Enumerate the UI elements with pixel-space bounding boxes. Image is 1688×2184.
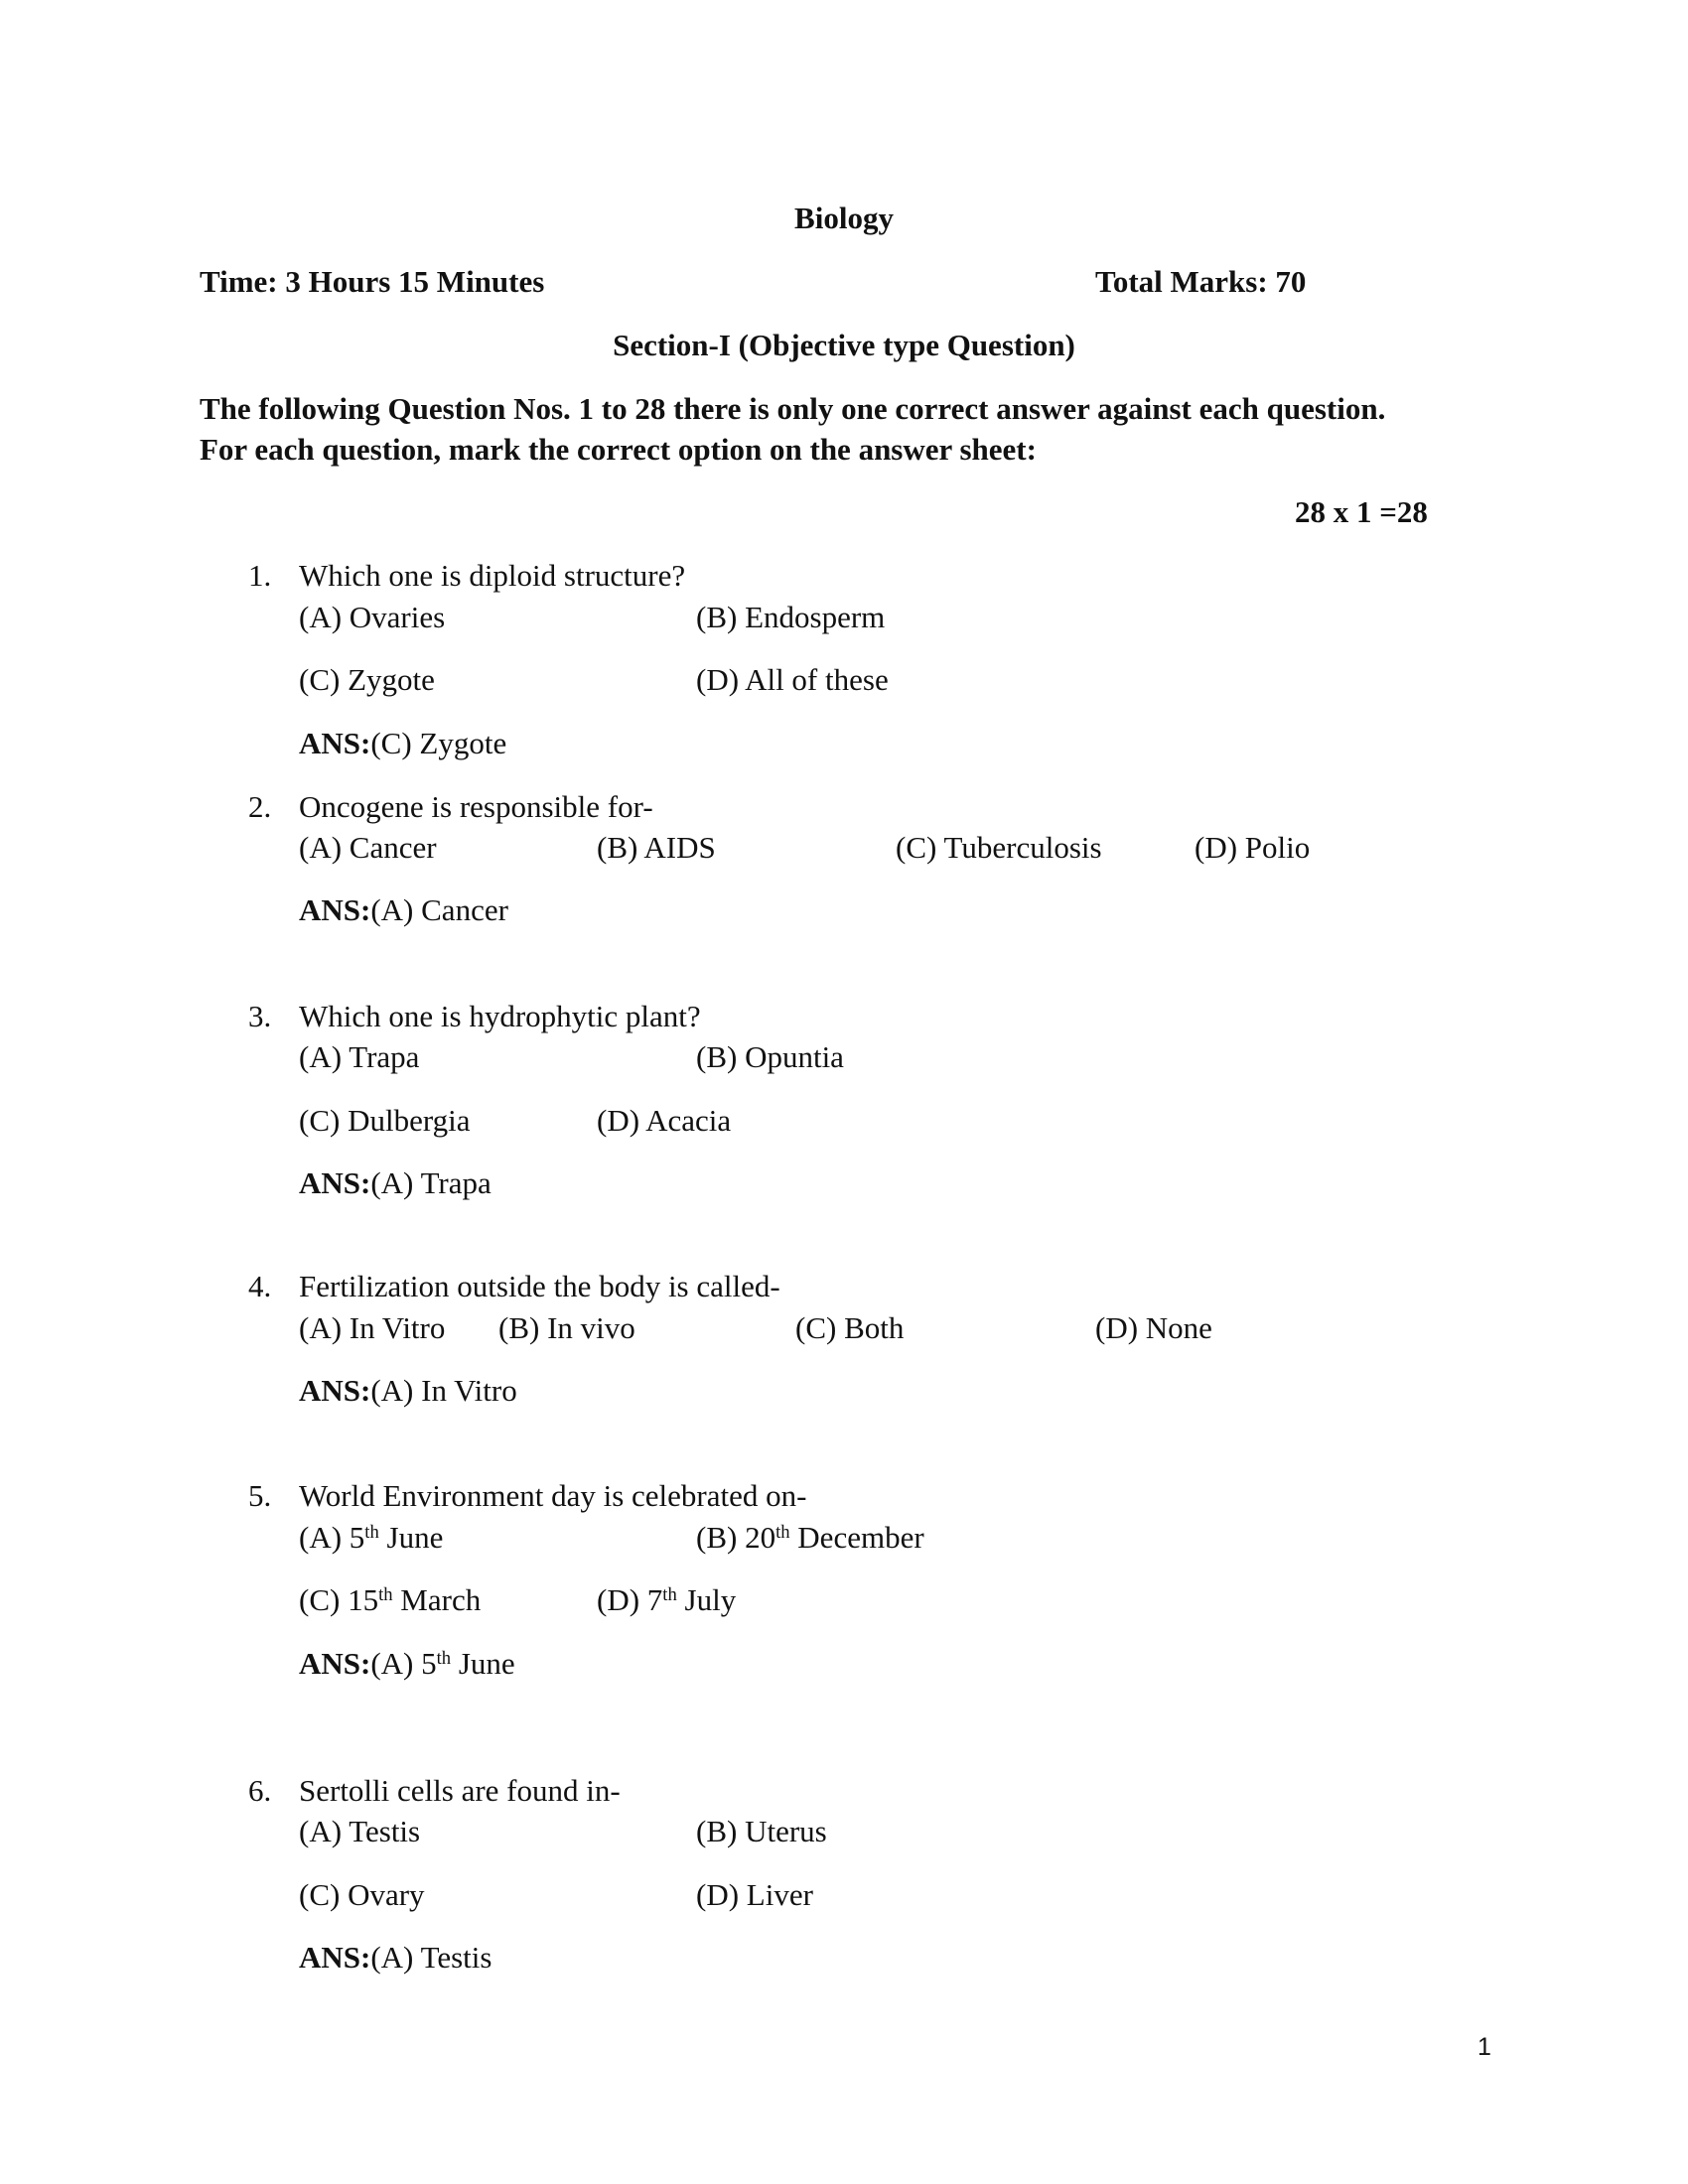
option-text: June xyxy=(378,1520,444,1555)
answer-label: ANS: xyxy=(299,892,371,927)
answer xyxy=(299,728,506,758)
option-d: (D) Polio xyxy=(1195,830,1311,865)
question-text: Which one is hydrophytic plant? xyxy=(299,999,701,1033)
answer-value: (A) Testis xyxy=(370,1940,492,1975)
option-b: (B) AIDS xyxy=(597,830,716,865)
option-d: (D) Acacia xyxy=(597,1103,732,1138)
answer-value: (A) In Vitro xyxy=(370,1373,517,1408)
answer-value: June xyxy=(451,1646,515,1681)
question-text: Oncogene is responsible for- xyxy=(299,789,653,824)
question-number: 4. xyxy=(248,1269,272,1303)
answer-label: ANS: xyxy=(299,1373,371,1408)
answer xyxy=(299,894,508,925)
question-number: 2. xyxy=(248,789,272,824)
option-text: (C) 15 xyxy=(299,1582,379,1617)
instruction-line-2: For each question, mark the correct option on the answer sheet: xyxy=(200,432,1037,467)
answer-label: ANS: xyxy=(299,726,371,760)
option-a: (A) In Vitro xyxy=(299,1310,446,1345)
option-text: (A) 5 xyxy=(299,1520,365,1555)
answer-value: (A) Trapa xyxy=(370,1165,492,1200)
answer xyxy=(299,1942,492,1973)
option-c xyxy=(299,1584,481,1615)
option-b xyxy=(696,1522,924,1553)
answer-value: (A) Cancer xyxy=(370,892,508,927)
option-a: (A) Trapa xyxy=(299,1039,420,1074)
option-text: March xyxy=(392,1582,482,1617)
ordinal-suffix: th xyxy=(775,1521,790,1543)
question-text: Which one is diploid structure? xyxy=(299,558,686,593)
total-marks: Total Marks: 70 xyxy=(1095,264,1307,299)
option-text: December xyxy=(789,1520,924,1555)
page-title: Biology xyxy=(794,201,894,235)
option-b: (B) Uterus xyxy=(696,1814,827,1848)
question-text: Sertolli cells are found in- xyxy=(299,1773,621,1808)
option-b: (B) Opuntia xyxy=(696,1039,844,1074)
page-number: 1 xyxy=(1477,2033,1491,2061)
question-text: Fertilization outside the body is called- xyxy=(299,1269,780,1303)
question-number: 3. xyxy=(248,999,272,1033)
option-c: (C) Dulbergia xyxy=(299,1103,471,1138)
option-c: (C) Ovary xyxy=(299,1877,425,1912)
marks-scheme: 28 x 1 =28 xyxy=(1295,494,1428,529)
question-number: 5. xyxy=(248,1478,272,1513)
option-a: (A) Testis xyxy=(299,1814,421,1848)
ordinal-suffix: th xyxy=(436,1647,452,1669)
answer xyxy=(299,1167,492,1198)
answer-value: (A) 5 xyxy=(370,1646,437,1681)
option-a: (A) Ovaries xyxy=(299,600,446,634)
question-number: 6. xyxy=(248,1773,272,1808)
answer xyxy=(299,1648,515,1679)
option-a xyxy=(299,1522,443,1553)
section-heading: Section-I (Objective type Question) xyxy=(613,328,1075,362)
answer-label: ANS: xyxy=(299,1646,371,1681)
answer xyxy=(299,1375,517,1406)
option-d: (D) All of these xyxy=(696,662,889,697)
option-text: (B) 20 xyxy=(696,1520,776,1555)
option-d: (D) None xyxy=(1095,1310,1212,1345)
question-text: World Environment day is celebrated on- xyxy=(299,1478,807,1513)
option-c: (C) Tuberculosis xyxy=(896,830,1102,865)
exam-time: Time: 3 Hours 15 Minutes xyxy=(200,264,545,299)
option-a: (A) Cancer xyxy=(299,830,437,865)
ordinal-suffix: th xyxy=(364,1521,379,1543)
question-number: 1. xyxy=(248,558,272,593)
option-c: (C) Both xyxy=(795,1310,905,1345)
answer-value: (C) Zygote xyxy=(370,726,507,760)
option-b: (B) In vivo xyxy=(498,1310,635,1345)
ordinal-suffix: th xyxy=(378,1583,393,1605)
option-text: July xyxy=(676,1582,737,1617)
instruction-line-1: The following Question Nos. 1 to 28 there is only one correct answer against each question. xyxy=(200,391,1386,426)
option-c: (C) Zygote xyxy=(299,662,435,697)
option-b: (B) Endosperm xyxy=(696,600,886,634)
answer-label: ANS: xyxy=(299,1165,371,1200)
option-d xyxy=(597,1584,736,1615)
option-d: (D) Liver xyxy=(696,1877,813,1912)
ordinal-suffix: th xyxy=(662,1583,677,1605)
option-text: (D) 7 xyxy=(597,1582,663,1617)
answer-label: ANS: xyxy=(299,1940,371,1975)
